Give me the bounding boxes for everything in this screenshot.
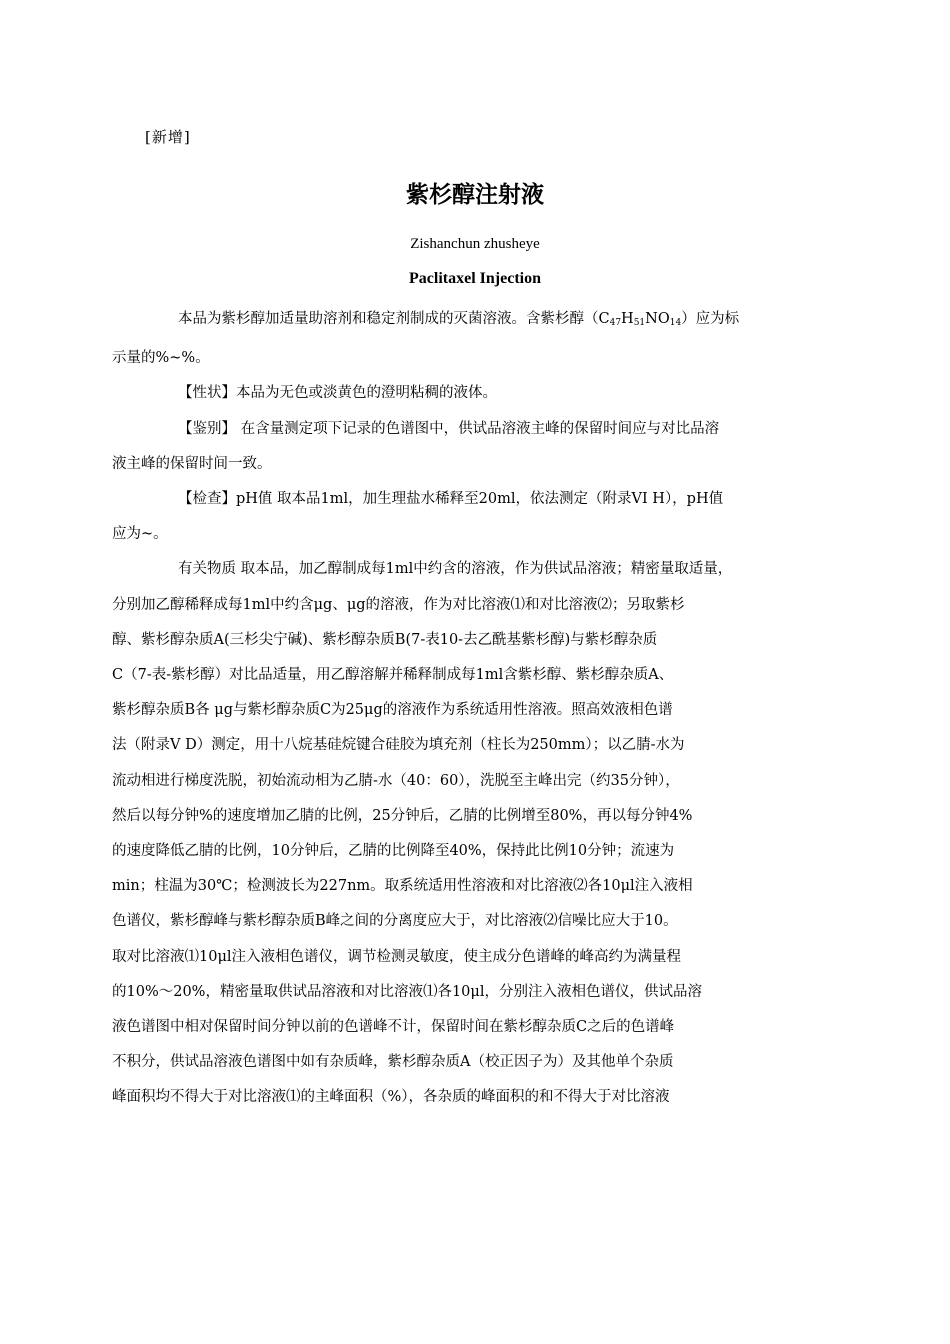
related-line: 取对比溶液⑴10μl注入液相色谱仪，调节检测灵敏度，使主成分色谱峰的峰高约为满量程 bbox=[112, 948, 682, 965]
formula-sub-h: 51 bbox=[633, 318, 646, 328]
related-substances-paragraph bbox=[112, 552, 810, 1115]
related-line: C（7-表-紫杉醇）对比品适量，用乙醇溶解并稀释制成每1ml含紫杉醇、紫杉醇杂质A、 bbox=[112, 667, 674, 684]
formula-sub-c: 47 bbox=[609, 318, 622, 328]
related-line: 有关物质 取本品，加乙醇制成每1ml中约含的溶液，作为供试品溶液；精密量取适量， bbox=[178, 561, 733, 578]
related-line: 的速度降低乙腈的比例，10分钟后，乙腈的比例降至40%，保持此比例10分钟；流速为 bbox=[112, 843, 675, 860]
examination-heading: 【检查】 bbox=[178, 491, 236, 508]
related-line: 分别加乙醇稀释成每1ml中约含μg、μg的溶液，作为对比溶液⑴和对比溶液⑵；另取紫杉 bbox=[112, 596, 685, 613]
formula-sub-o: 14 bbox=[669, 318, 682, 328]
examination-line1: pH值 取本品1ml，加生理盐水稀释至20ml，依法测定（附录VI H），pH值 bbox=[236, 491, 724, 508]
related-line: 紫杉醇杂质B各 μg与紫杉醇杂质C为25μg的溶液作为系统适用性溶液。照高效液相色谱 bbox=[112, 702, 673, 719]
identification-paragraph bbox=[112, 412, 810, 482]
pinyin-name: Zishanchun zhusheye bbox=[410, 236, 540, 252]
formula-h: H bbox=[621, 311, 634, 327]
english-name: Paclitaxel Injection bbox=[409, 270, 541, 287]
related-line: 液色谱图中相对保留时间分钟以前的色谱峰不计，保留时间在紫杉醇杂质C之后的色谱峰 bbox=[112, 1019, 675, 1036]
related-line: 色谱仪，紫杉醇峰与紫杉醇杂质B峰之间的分离度应大于，对比溶液⑵信噪比应大于10。 bbox=[112, 913, 678, 930]
intro-text-a: 本品为紫杉醇加适量助溶剂和稳定剂制成的灭菌溶液。含紫杉醇（C bbox=[178, 311, 610, 327]
properties-heading: 【性状】 bbox=[178, 385, 236, 402]
related-line: 峰面积均不得大于对比溶液⑴的主峰面积（%），各杂质的峰面积的和不得大于对比溶液 bbox=[112, 1089, 670, 1106]
related-line: 不积分，供试品溶液色谱图中如有杂质峰，紫杉醇杂质A（校正因子为）及其他单个杂质 bbox=[112, 1054, 674, 1071]
properties-text: 本品为无色或淡黄色的澄明粘稠的液体。 bbox=[236, 385, 497, 402]
related-line: 醇、紫杉醇杂质A(三杉尖宁碱)、紫杉醇杂质B(7-表10-去乙酰基紫杉醇)与紫杉醇杂质 bbox=[112, 631, 658, 648]
related-line: 的10%～20%，精密量取供试品溶液和对比溶液⑴各10μl，分别注入液相色谱仪，供试品溶 bbox=[112, 983, 702, 1000]
related-line: 然后以每分钟%的速度增加乙腈的比例，25分钟后，乙腈的比例增至80%，再以每分钟4% bbox=[112, 807, 693, 824]
identification-heading: 【鉴别】 bbox=[178, 420, 236, 437]
new-item-tag: [新增] bbox=[145, 128, 191, 146]
identification-line1: 在含量测定项下记录的色谱图中，供试品溶液主峰的保留时间应与对比品溶 bbox=[236, 420, 720, 437]
intro-text-b: ）应为标 bbox=[681, 311, 740, 327]
related-line: 流动相进行梯度洗脱，初始流动相为乙腈-水（40：60），洗脱至主峰出完（约35分钟）， bbox=[112, 772, 680, 789]
examination-line2: 应为~。 bbox=[112, 526, 168, 543]
related-line: min；柱温为30℃；检测波长为227nm。取系统适用性溶液和对比溶液⑵各10μl注入液相 bbox=[112, 878, 693, 895]
examination-paragraph bbox=[112, 482, 810, 552]
monograph-body bbox=[112, 302, 810, 1116]
formula-no: NO bbox=[645, 311, 670, 327]
document-title: 紫杉醇注射液 bbox=[406, 182, 544, 208]
intro-text-line2: 示量的%~%。 bbox=[112, 350, 210, 367]
related-line: 法（附录V D）测定，用十八烷基硅烷键合硅胶为填充剂（柱长为250mm）；以乙腈-水为 bbox=[112, 737, 685, 754]
properties-paragraph bbox=[145, 376, 810, 411]
identification-line2: 液主峰的保留时间一致。 bbox=[112, 455, 272, 472]
intro-paragraph bbox=[112, 302, 810, 376]
